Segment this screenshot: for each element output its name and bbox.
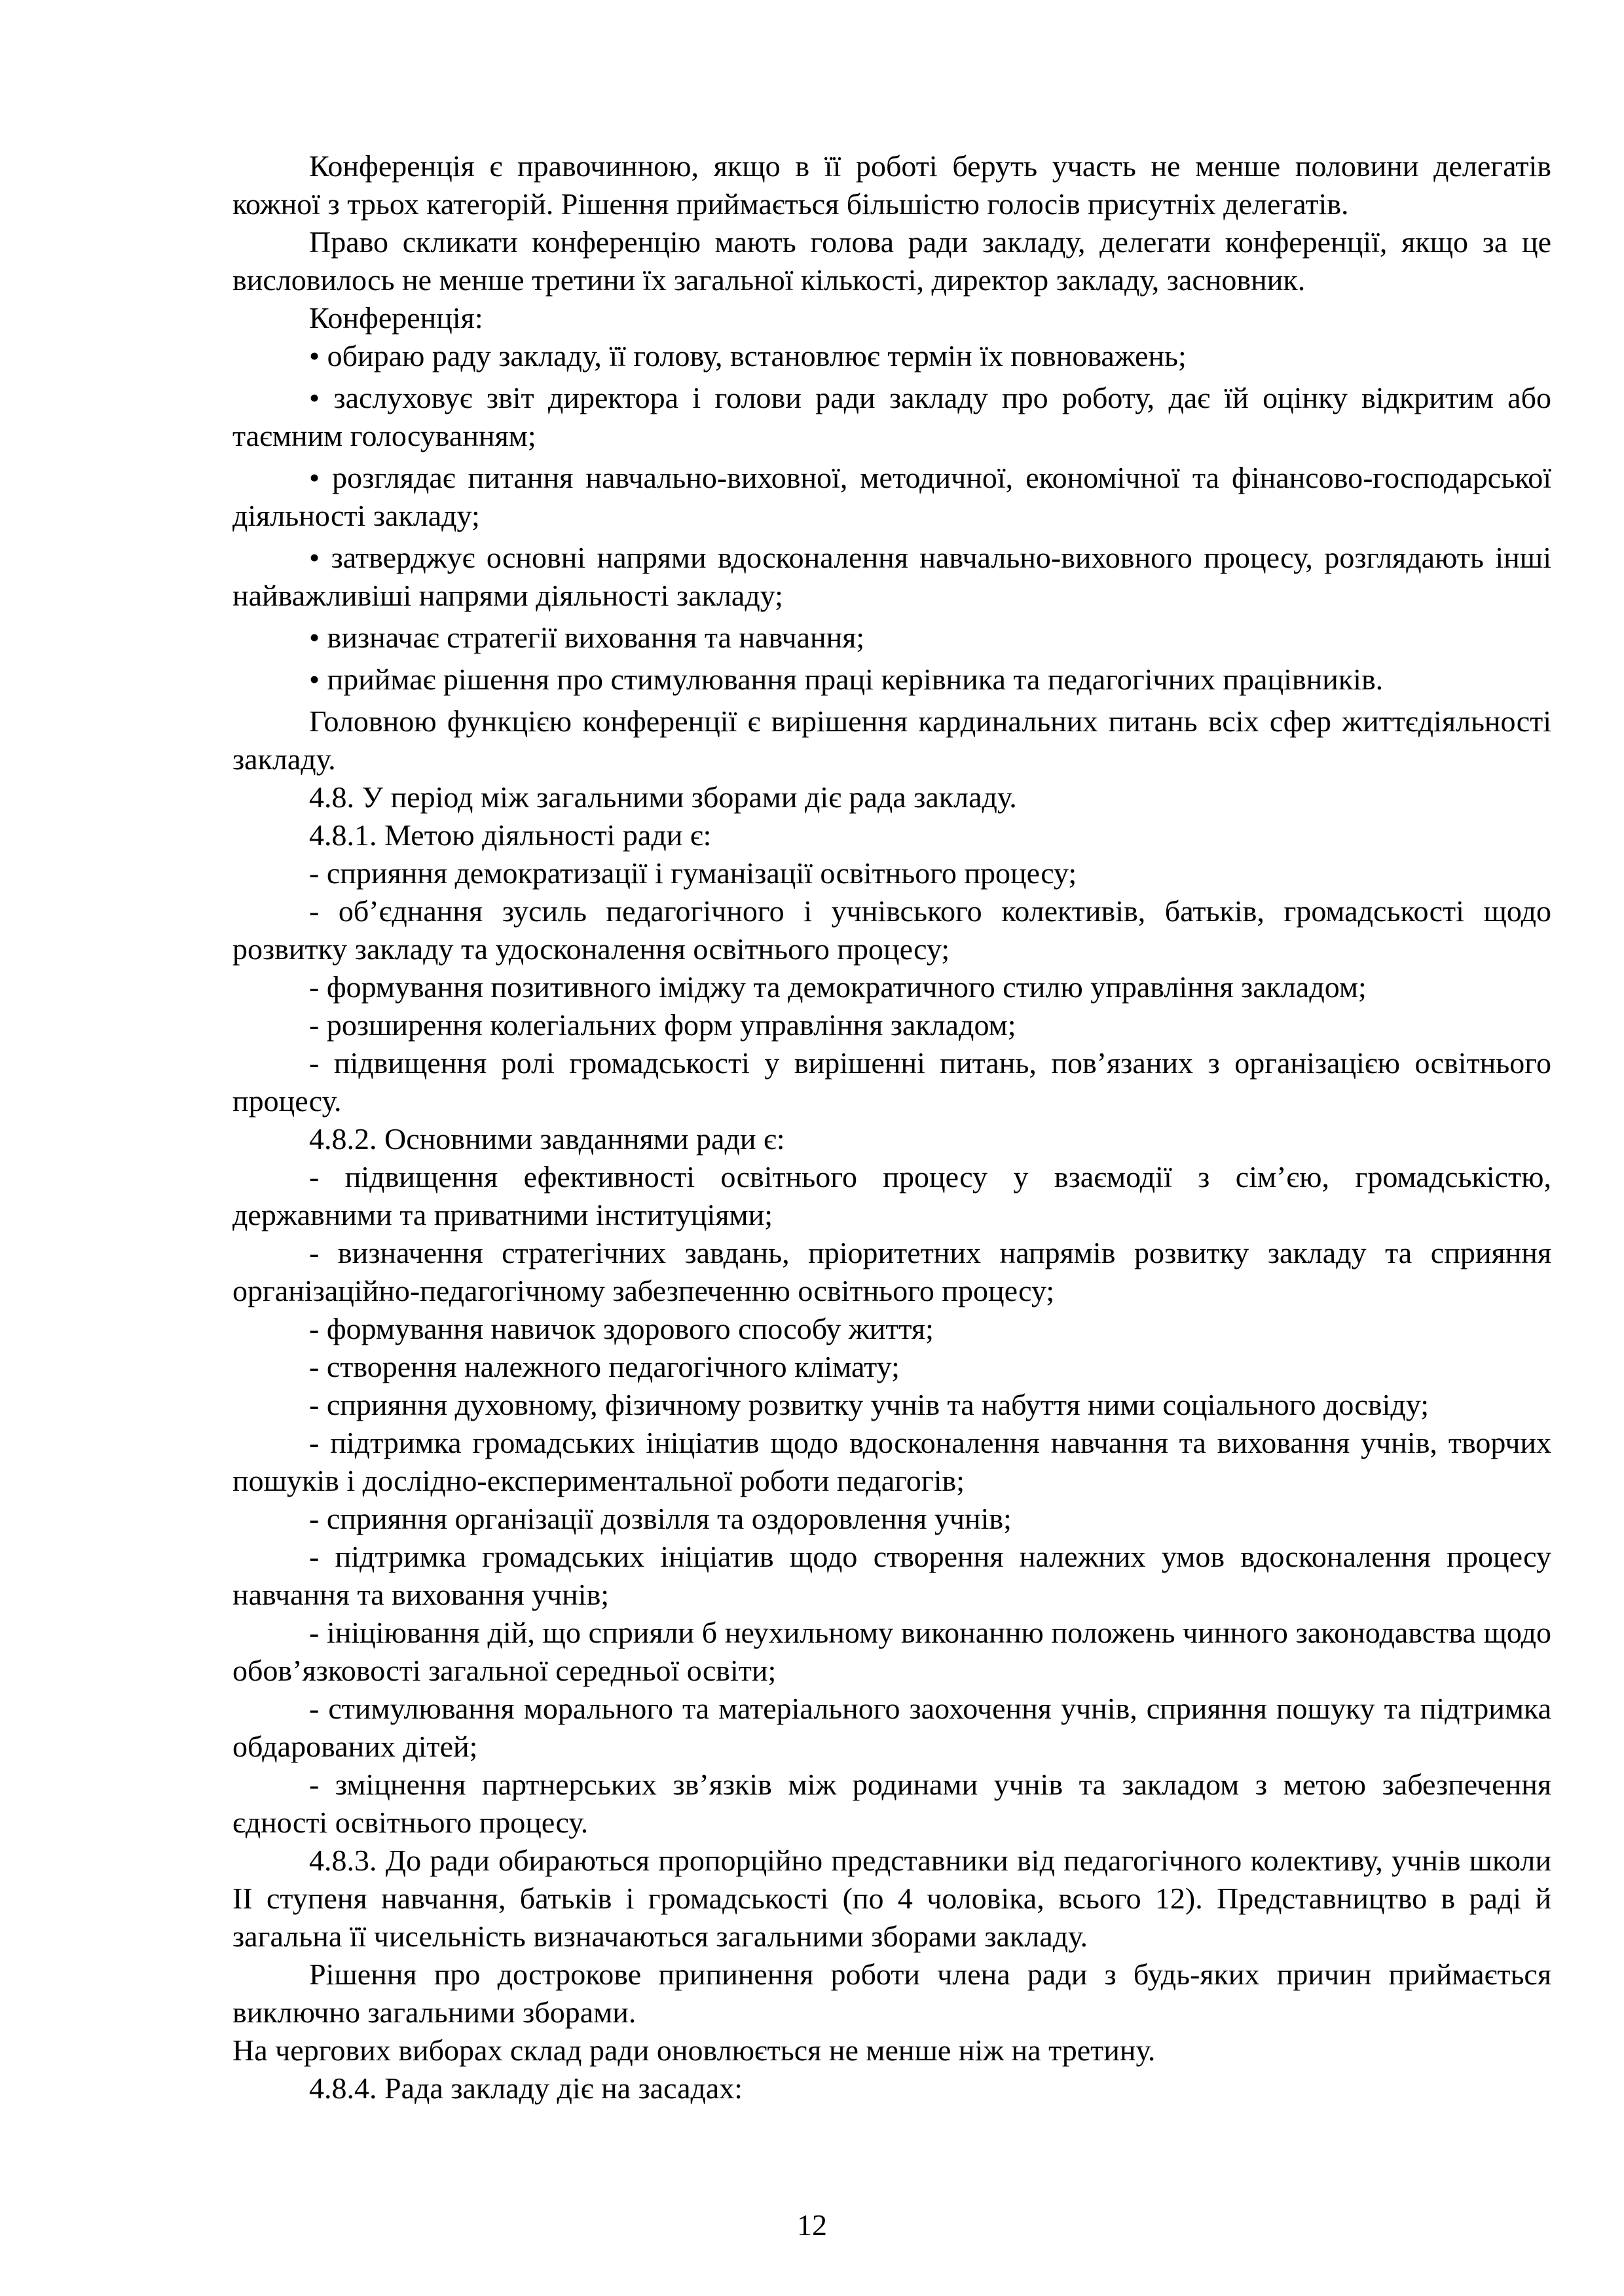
bullet-item: • приймає рішення про стимулювання праці керівника та педагогічних працівників. (309, 663, 1384, 696)
list-item: - підтримка громадських ініціатив щодо створення належних умов вдосконалення процесу навчання та виховання учнів; (232, 1540, 1551, 1611)
paragraph: Головною функцією конференції є вирішення кардинальних питань всіх сфер життєдіяльності закладу. (232, 704, 1551, 776)
bullet-item: • розглядає питання навчально-виховної, методичної, економічної та фінансово-господарської діяльності закладу; (232, 461, 1551, 532)
list-item: - сприяння організації дозвілля та оздоровлення учнів; (309, 1502, 1012, 1535)
bullet-item: • затверджує основні напрями вдосконалення навчально-виховного процесу, розглядають інші найважливіші напрями діяльності закладу; (232, 541, 1551, 612)
list-item: - сприяння духовному, фізичному розвитку учнів та набуття ними соціального досвіду; (309, 1388, 1429, 1421)
list-item: - розширення колегіальних форм управління закладом; (309, 1008, 1016, 1042)
bullet-item: • обираю раду закладу, її голову, встановлює термін їх повноважень; (309, 339, 1187, 373)
list-item: - підвищення ролі громадськості у вирішенні питань, пов’язаних з організацією освітнього процесу. (232, 1046, 1551, 1118)
section-heading-4-8-2: 4.8.2. Основними завданнями ради є: (309, 1122, 785, 1156)
paragraph: Конференція є правочинною, якщо в її роботі беруть участь не менше половини делегатів кожної з трьох категорій. Рішення приймається більшістю голосів присутніх делегатів. (232, 149, 1551, 221)
list-item: - об’єднання зусиль педагогічного і учнівського колективів, батьків, громадськості щодо розвитку закладу та удосконалення освітнього процесу; (232, 894, 1551, 966)
bullet-item: • заслуховує звіт директора і голови ради закладу про роботу, дає їй оцінку відкритим або таємним голосуванням; (232, 381, 1551, 452)
list-item: - стимулювання морального та матеріального заохочення учнів, сприяння пошуку та підтримка обдарованих дітей; (232, 1692, 1551, 1763)
paragraph: Рішення про дострокове припинення роботи члена ради з будь-яких причин приймається виключно загальними зборами. (232, 1958, 1551, 2029)
list-item: - зміцнення партнерських зв’язків між родинами учнів та закладом з метою забезпечення єдності освітнього процесу. (232, 1768, 1551, 1839)
section-paragraph-4-8-3: 4.8.3. До ради обираються пропорційно представники від педагогічного колективу, учнів школи ІІ ступеня навчання, батьків і громадськості (по 4 чоловіка, всього 12). Представництво в раді й загальна її чисельність визначаються загальними зборами закладу. (232, 1844, 1551, 1953)
list-item: - визначення стратегічних завдань, пріоритетних напрямів розвитку закладу та сприяння організаційно-педагогічному забезпеченню освітнього процесу; (232, 1236, 1551, 1307)
list-item: - ініціювання дій, що сприяли б неухильному виконанню положень чинного законодавства щодо обов’язковості загальної середньої освіти; (232, 1616, 1551, 1687)
paragraph: Право скликати конференцію мають голова ради закладу, делегати конференції, якщо за це висловилось не менше третини їх загальної кількості, директор закладу, засновник. (232, 225, 1551, 297)
paragraph: На чергових виборах склад ради оновлюється не менше ніж на третину. (232, 2033, 1156, 2067)
list-item: - створення належного педагогічного клімату; (309, 1350, 900, 1383)
list-item: - формування навичок здорового способу життя; (309, 1312, 934, 1345)
list-item: - формування позитивного іміджу та демократичного стилю управління закладом; (309, 970, 1367, 1004)
page-number: 12 (797, 2208, 827, 2242)
section-heading-4-8: 4.8. У період між загальними зборами діє рада закладу. (309, 780, 1017, 814)
list-item: - підвищення ефективності освітнього процесу у взаємодії з сім’єю, громадськістю, державними та приватними інституціями; (232, 1160, 1551, 1231)
document-page (232, 147, 1551, 2107)
section-heading-4-8-1: 4.8.1. Метою діяльності ради є: (309, 818, 712, 852)
list-item: - сприяння демократизації і гуманізації освітнього процесу; (309, 856, 1077, 890)
section-heading-4-8-4: 4.8.4. Рада закладу діє на засадах: (309, 2071, 743, 2105)
paragraph: Конференція: (309, 301, 483, 335)
bullet-item: • визначає стратегії виховання та навчання; (309, 621, 865, 654)
list-item: - підтримка громадських ініціатив щодо вдосконалення навчання та виховання учнів, творчих пошуків і дослідно-експериментальної роботи педагогів; (232, 1426, 1551, 1497)
